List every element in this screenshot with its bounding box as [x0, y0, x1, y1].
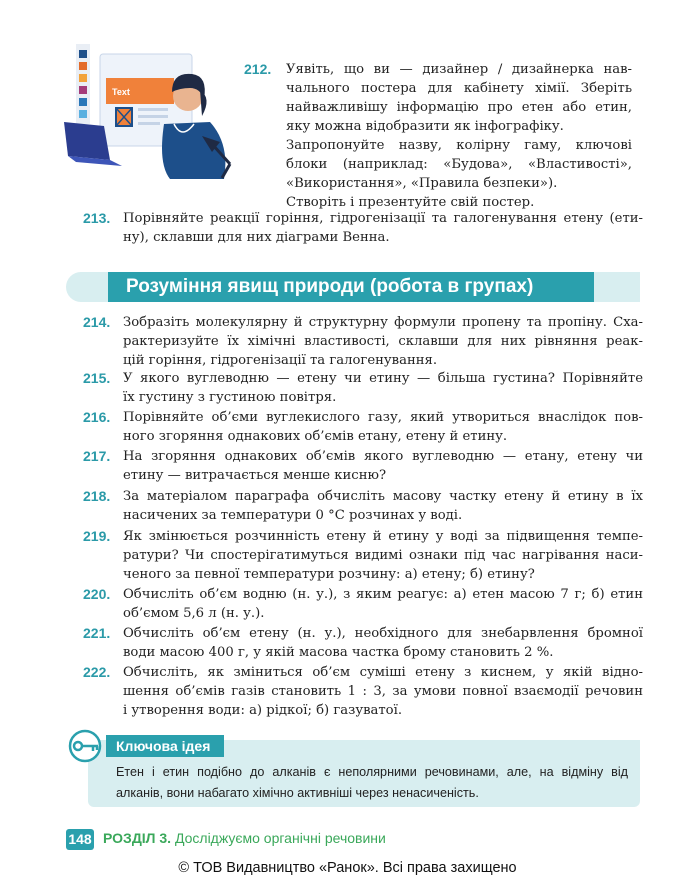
- chapter-name: Досліджуємо органічні речовини: [174, 830, 386, 846]
- problem-number: 216.: [83, 409, 111, 425]
- problem-line: рактеризуйте їх хімічні властивості, склавши для них рівняння реак-: [123, 334, 643, 349]
- problem-number: 222.: [83, 664, 111, 680]
- problem-line: чального постера для кабінету хімії. Зберіть: [286, 81, 632, 96]
- problem-number: 214.: [83, 314, 111, 330]
- problem-number: 218.: [83, 488, 111, 504]
- key-idea-line: алканів, вони набагато хімічно активніші через ненасиченість.: [116, 786, 479, 800]
- problem-line: Запропонуйте назву, колірну гаму, ключові: [286, 138, 632, 153]
- section-title: Розуміння явищ природи (робота в групах): [108, 272, 594, 302]
- problem-number: 217.: [83, 448, 111, 464]
- problem-line: об’ємом 5,6 л (н. у.).: [123, 606, 265, 621]
- problem-number: 220.: [83, 586, 111, 602]
- problem-line: шення об’ємів газів становить 1 : 3, за умови повної взаємодії речовин: [123, 684, 643, 699]
- chapter-title: [103, 830, 386, 846]
- key-idea-text: [116, 762, 628, 804]
- problem-218: [83, 487, 643, 525]
- problem-line: На згоряння однакових об’ємів якого вуглеводню — етану, етену чи: [123, 449, 643, 464]
- key-idea-line: Етен і етин подібно до алканів є неполярними речовинами, але, на відміну від: [116, 765, 628, 779]
- problem-221: [83, 624, 643, 662]
- chapter-label: РОЗДІЛ 3.: [103, 830, 172, 846]
- problem-217: [83, 447, 643, 485]
- screen-text: Text: [112, 87, 130, 97]
- problem-line: блоки (наприклад: «Будова», «Властивості»,: [286, 157, 632, 172]
- problem-number: 213.: [83, 210, 111, 226]
- problem-line: Обчисліть об’єм етену (н. у.), необхідного для знебарвлення бромної: [123, 626, 643, 641]
- problem-line: їх густину з густиною повітря.: [123, 390, 337, 405]
- problem-number: 212.: [244, 61, 272, 77]
- problem-220: [83, 585, 643, 623]
- problem-212: [244, 60, 632, 212]
- problem-line: Порівняйте об’єми вуглекислого газу, який утвориться внаслідок пов-: [123, 410, 643, 425]
- problem-line: ратури? Чи спостерігатимуться видимі ознаки під час нагрівання наси-: [123, 548, 643, 563]
- problem-number: 215.: [83, 370, 111, 386]
- problem-214: [83, 313, 643, 370]
- problem-line: Уявіть, що ви — дизайнер / дизайнерка нав-: [286, 62, 632, 77]
- problem-line: ченого за певної температури розчину: а) етену; б) етину?: [123, 567, 535, 582]
- problem-line: найважливішу інформацію про етен або етин,: [286, 100, 632, 115]
- problem-line: ного згоряння однакових об’ємів етану, етену й етину.: [123, 429, 508, 444]
- key-idea-label: Ключова ідея: [106, 735, 224, 757]
- designer-illustration: [62, 44, 242, 179]
- problem-215: [83, 369, 643, 407]
- problem-line: насичених за температури 0 °С розчинах у воді.: [123, 508, 463, 523]
- problem-line: Створіть і презентуйте свій постер.: [286, 195, 535, 210]
- page-number: 148: [66, 829, 94, 850]
- problem-line: Зобразіть молекулярну й структурну формули пропену та пропіну. Сха-: [123, 315, 643, 330]
- problem-line: Обчисліть об’єм водню (н. у.), з яким реагує: а) етен масою 7 г; б) етин: [123, 587, 643, 602]
- problem-line: ну), склавши для них діаграми Венна.: [123, 230, 390, 245]
- problem-number: 219.: [83, 528, 111, 544]
- problem-line: «Використання», «Правила безпеки»).: [286, 176, 558, 191]
- problem-line: Обчисліть, як зміниться об’єм суміші етену з киснем, у якій відно-: [123, 665, 643, 680]
- problem-line: яку можна відобразити як інфографіку.: [286, 119, 564, 134]
- problem-line: Порівняйте реакції горіння, гідрогенізації та галогенування етену (ети-: [123, 211, 643, 226]
- problem-line: етину — витрачається менше кисню?: [123, 468, 387, 483]
- problem-222: [83, 663, 643, 720]
- problem-216: [83, 408, 643, 446]
- copyright: © ТОВ Видавництво «Ранок». Всі права захищено: [178, 860, 517, 876]
- problem-line: цій горіння, гідрогенізації та галогенування.: [123, 353, 438, 368]
- problem-219: [83, 527, 643, 584]
- problem-213: [83, 209, 643, 247]
- problem-line: Як змінюється розчинність етену й етину у воді за підвищення темпе-: [123, 529, 643, 544]
- problem-number: 221.: [83, 625, 111, 641]
- problem-line: води масою 400 г, у якій масова частка брому становить 2 %.: [123, 645, 554, 660]
- problem-line: У якого вуглеводню — етену чи етину — більша густина? Порівняйте: [123, 371, 643, 386]
- problem-line: За матеріалом параграфа обчисліть масову частку етену й етину в їх: [123, 489, 643, 504]
- problem-line: і утворення води: а) рідкої; б) газуватої.: [123, 703, 403, 718]
